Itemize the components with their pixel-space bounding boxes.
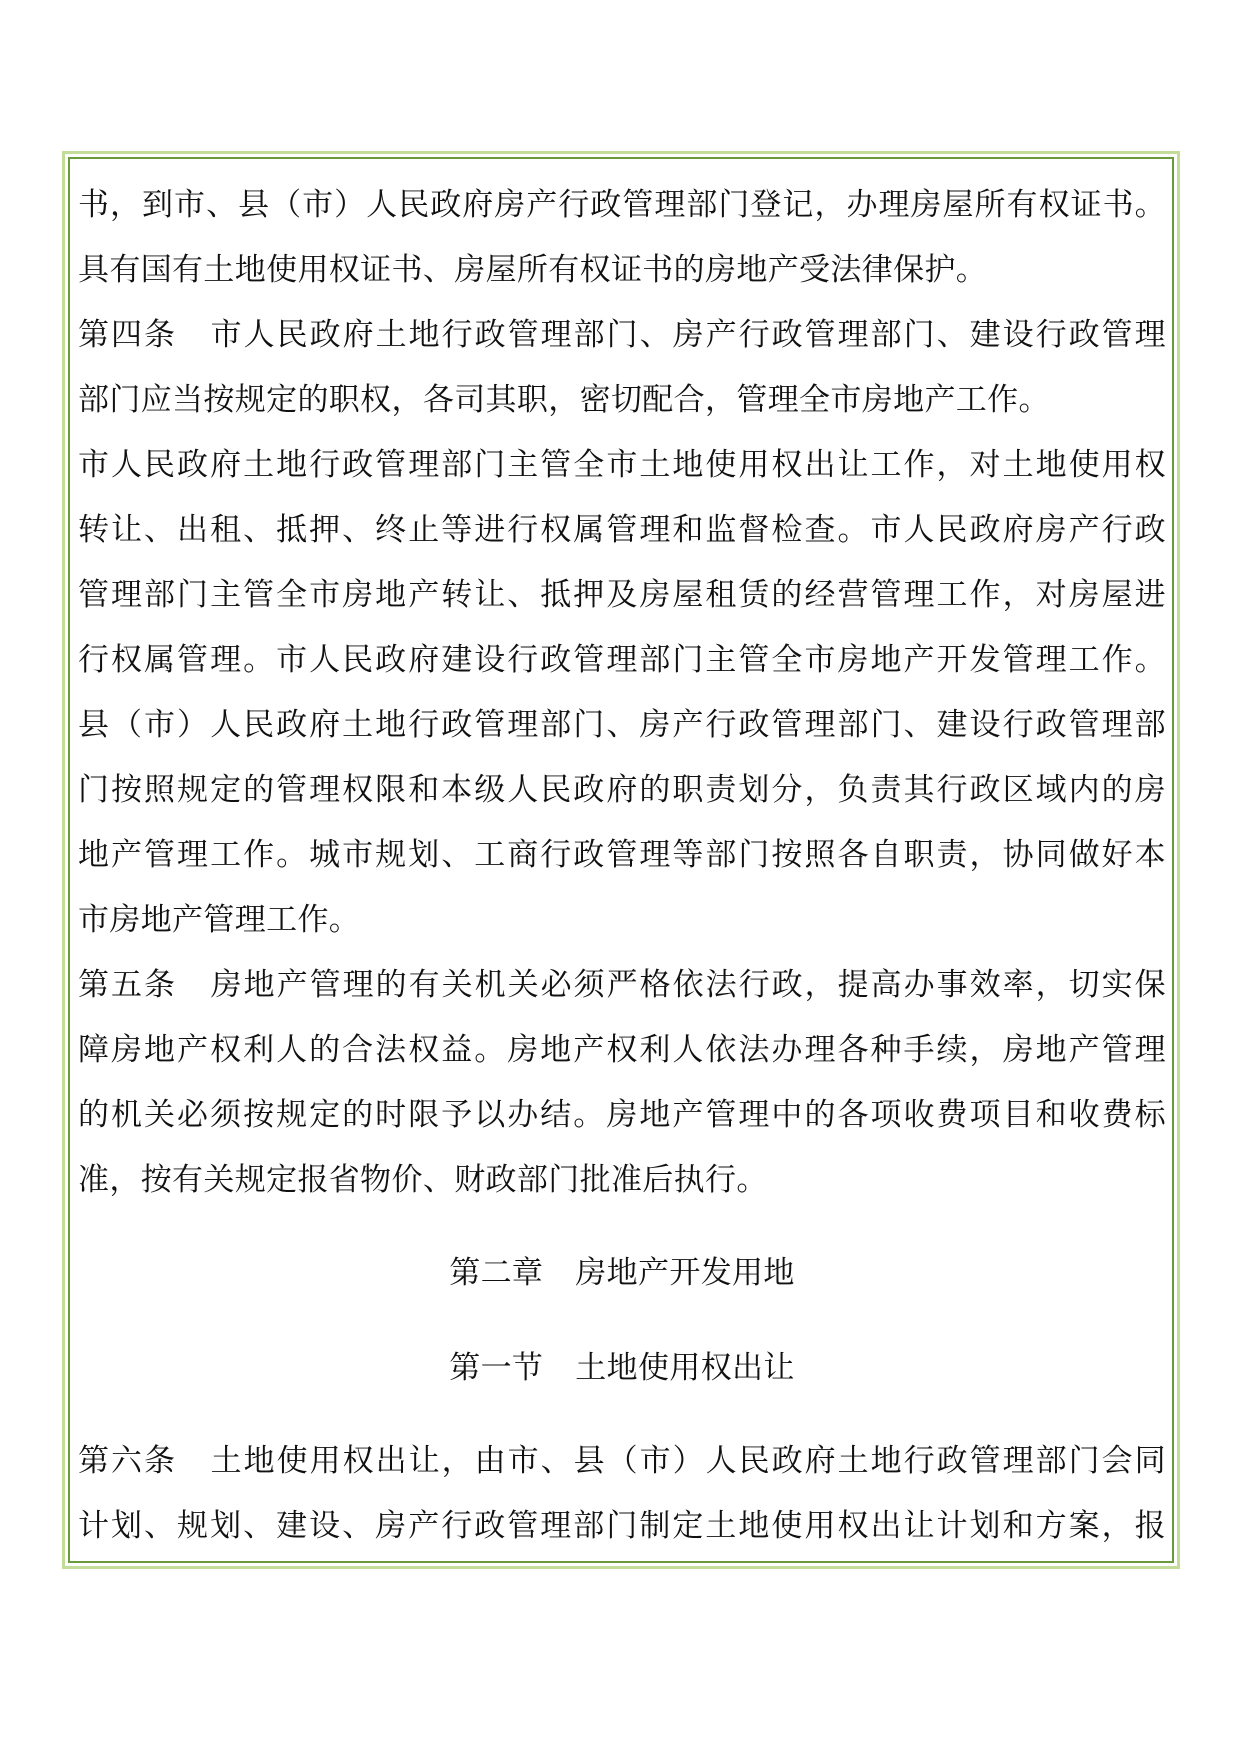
article-number: 第五条 (78, 967, 177, 1003)
article-4-line-1 (78, 303, 1166, 368)
section-title: 土地使用权出让 (575, 1350, 795, 1386)
text-line: 部门应当按规定的职权，各司其职，密切配合，管理全市房地产工作。 (78, 382, 1050, 418)
text-line: 书，到市、县（市）人民政府房产行政管理部门登记，办理房屋所有权证书。 (78, 187, 1166, 223)
section-number: 第一节 (449, 1350, 544, 1386)
chapter-number: 第二章 (449, 1255, 544, 1291)
text-line: 市人民政府土地行政管理部门主管全市土地使用权出让工作，对土地使用权 (78, 447, 1166, 483)
article-number: 第六条 (78, 1443, 177, 1479)
text-line: 管理部门主管全市房地产转让、抵押及房屋租赁的经营管理工作，对房屋进 (78, 577, 1166, 613)
text-line: 障房地产权利人的合法权益。房地产权利人依法办理各种手续，房地产管理 (78, 1032, 1166, 1068)
article-text: 市人民政府土地行政管理部门、房产行政管理部门、建设行政管理 (209, 317, 1166, 353)
text-line: 的机关必须按规定的时限予以办结。房地产管理中的各项收费项目和收费标 (78, 1097, 1166, 1133)
document-body (68, 157, 1174, 1563)
text-line: 计划、规划、建设、房产行政管理部门制定土地使用权出让计划和方案，报 (78, 1508, 1166, 1544)
section-heading (78, 1336, 1166, 1401)
text-line: 行权属管理。市人民政府建设行政管理部门主管全市房地产开发管理工作。 (78, 642, 1166, 678)
article-text: 房地产管理的有关机关必须严格依法行政，提高办事效率，切实保 (209, 967, 1166, 1003)
article-5-line-1 (78, 953, 1166, 1018)
text-line: 具有国有土地使用权证书、房屋所有权证书的房地产受法律保护。 (78, 252, 988, 288)
article-number: 第四条 (78, 317, 177, 353)
text-line: 准，按有关规定报省物价、财政部门批准后执行。 (78, 1162, 768, 1198)
text-line: 市房地产管理工作。 (78, 902, 361, 938)
text-line: 地产管理工作。城市规划、工商行政管理等部门按照各自职责，协同做好本 (78, 837, 1166, 873)
text-line: 县（市）人民政府土地行政管理部门、房产行政管理部门、建设行政管理部 (78, 707, 1166, 743)
chapter-heading (78, 1241, 1166, 1306)
article-6-line-1 (78, 1429, 1166, 1494)
text-line: 门按照规定的管理权限和本级人民政府的职责划分，负责其行政区域内的房 (78, 772, 1166, 808)
article-text: 土地使用权出让，由市、县（市）人民政府土地行政管理部门会同 (209, 1443, 1166, 1479)
chapter-title: 房地产开发用地 (575, 1255, 795, 1291)
text-line: 转让、出租、抵押、终止等进行权属管理和监督检查。市人民政府房产行政 (78, 512, 1166, 548)
